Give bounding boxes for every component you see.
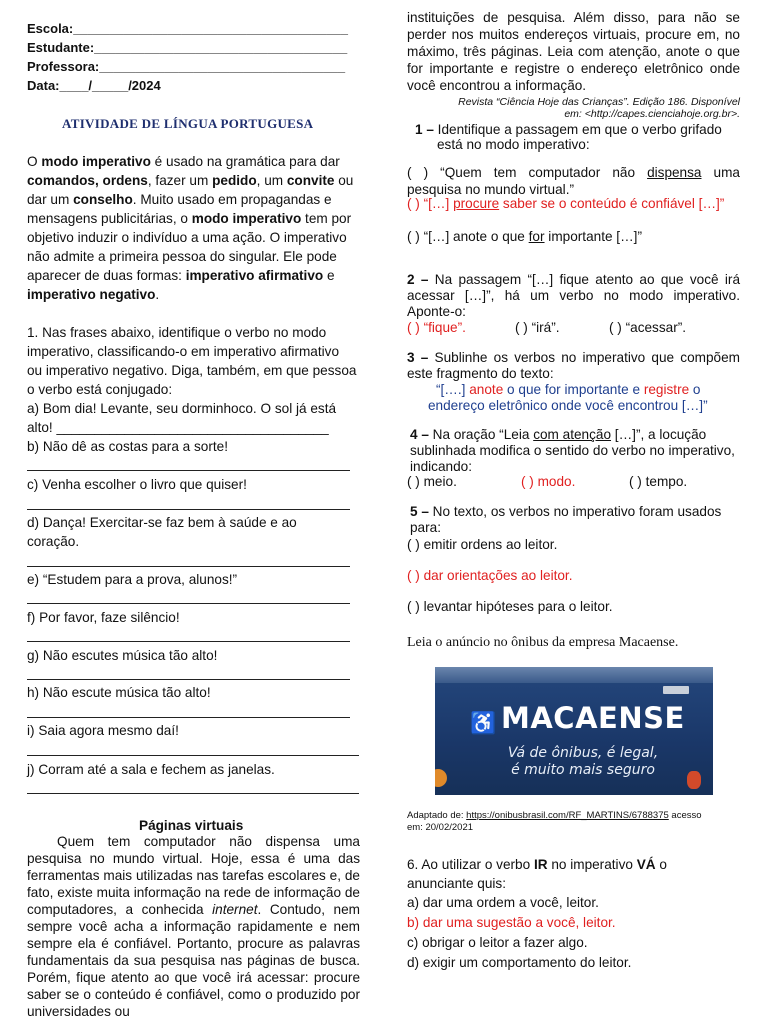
wheelchair-icon: ♿: [470, 712, 497, 735]
q6-option-d[interactable]: d) exigir um comportamento do leitor.: [407, 955, 632, 970]
q2-option-acessar[interactable]: ( ) “acessar”.: [609, 320, 687, 335]
intro-paragraph: O modo imperativo é usado na gramática para dar comandos, ordens, fazer um pedido, um convite ou dar um conselho. Muito usado em propagandas e mensagens publicitárias, o modo imperativo tem por objetivo induzir o indivíduo a uma ação. O imperativo não admite a primeira pessoa do singular. Ele pode aparecer de duas formas: imperativo afirmativo e imperativo negativo.: [27, 154, 354, 302]
verb-registre: registre: [643, 382, 690, 397]
q6-statement-2: anunciante quis:: [407, 876, 507, 891]
date-field[interactable]: Data:____/_____/2024: [27, 78, 161, 93]
q1-option-3[interactable]: ( ) “[…] anote o que for importante […]”: [407, 229, 642, 244]
answer-line-f[interactable]: [27, 641, 350, 642]
answer-line-c[interactable]: [27, 509, 350, 510]
q4-option-meio[interactable]: ( ) meio.: [407, 474, 457, 489]
adapted-date: em: 20/02/2021: [407, 822, 474, 833]
q2-option-fique-answer[interactable]: ( ) “fique”.: [407, 320, 466, 335]
verb-anote: anote: [469, 382, 504, 397]
q2-option-ira[interactable]: ( ) “irá”.: [515, 320, 560, 335]
q3-fragment-line2: endereço eletrônico onde você encontrou […]”: [428, 398, 708, 413]
item-c: c) Venha escolher o livro que quiser!: [27, 477, 247, 492]
answer-line-b[interactable]: [27, 470, 350, 471]
q1-option-1[interactable]: ( ) “Quem tem computador não dispensa uma pesquisa no mundo virtual.”: [407, 165, 740, 197]
bus-brand: MACAENSE: [501, 701, 685, 735]
item-i: i) Saia agora mesmo daí!: [27, 723, 179, 738]
q5-option-3[interactable]: ( ) levantar hipóteses para o leitor.: [407, 599, 613, 614]
adapted-source: Adaptado de: https://onibusbrasil.com/RF_MARTINS/6788375 acesso: [407, 810, 702, 821]
question-1-statement: 1. Nas frases abaixo, identifique o verbo no modo imperativo, classificando-o em imperativo afirmativo ou imperativo negativo. Diga, também, em que pessoa o verbo está conjugado:: [27, 325, 357, 397]
q5-option-2-answer[interactable]: ( ) dar orientações ao leitor.: [407, 568, 573, 583]
q3-statement: 3 – Sublinhe os verbos no imperativo que compõem este fragmento do texto:: [407, 350, 740, 381]
item-j: j) Corram até a sala e fechem as janelas.: [27, 762, 275, 777]
q2-statement: 2 – Na passagem “[…] fique atento ao que você irá acessar […]”, há um verbo no modo imperativo. Aponte-o:: [407, 272, 741, 319]
school-field[interactable]: Escola:______________________________________: [27, 21, 348, 36]
answer-line-i[interactable]: [27, 755, 359, 756]
item-a-line1: a) Bom dia! Levante, seu dorminhoco. O sol já está: [27, 401, 337, 416]
q6-statement: 6. Ao utilizar o verbo IR no imperativo VÁ o: [407, 857, 667, 872]
source-line1: Revista “Ciência Hoje das Crianças”. Edição 186. Disponível: [458, 96, 740, 108]
ad-intro: Leia o anúncio no ônibus da empresa Macaense.: [407, 635, 679, 650]
item-g: g) Não escutes música tão alto!: [27, 648, 218, 663]
bus-photo: [435, 667, 713, 795]
q5-option-1[interactable]: ( ) emitir ordens ao leitor.: [407, 537, 558, 552]
source-link[interactable]: https://onibusbrasil.com/RF_MARTINS/6788375: [466, 810, 669, 821]
item-a-line2[interactable]: alto! ____________________________________: [27, 420, 329, 435]
bus-number-plate: [663, 686, 689, 694]
answer-line-d[interactable]: [27, 566, 350, 567]
q1-right-statement: 1 – Identifique a passagem em que o verbo grifado: [415, 122, 722, 137]
answer-line-e[interactable]: [27, 603, 350, 604]
item-h: h) Não escute música tão alto!: [27, 685, 211, 700]
item-d-line1: d) Dança! Exercitar-se faz bem à saúde e ao: [27, 515, 297, 530]
bus-window: [435, 667, 713, 683]
item-e: e) “Estudem para a prova, alunos!”: [27, 572, 238, 587]
text-title: Páginas virtuais: [139, 818, 244, 833]
q5-statement: 5 – No texto, os verbos no imperativo foram usados para:: [410, 504, 722, 535]
text-body-left: Quem tem computador não dispensa uma pesquisa no mundo virtual. Hoje, essa é uma das ferramentas mais utilizadas nas tarefas escolares e, de fato, existe muita informação na rede de informação de computadores, a conhecida internet. Contudo, nem sempre você acha a informação rapidamente e nem sempre ela é confiável. Portanto, procure as palavras fundamentais da sua pesquisa nas páginas de busca. Porém, fique atento ao que você irá acessar: procure saber se o conteúdo é confiável, como o produzido por universidades ou: [27, 834, 360, 1019]
page-title: ATIVIDADE DE LÍNGUA PORTUGUESA: [62, 116, 314, 131]
answer-line-j[interactable]: [27, 793, 359, 794]
q6-option-c[interactable]: c) obrigar o leitor a fazer algo.: [407, 935, 588, 950]
answer-line-g[interactable]: [27, 679, 350, 680]
item-d-line2: coração.: [27, 534, 80, 549]
q4-option-tempo[interactable]: ( ) tempo.: [629, 474, 688, 489]
q4-statement: 4 – Na oração “Leia com atenção […]”, a locução sublinhada modifica o sentido do verbo no imperativo, indicando:: [410, 427, 735, 474]
item-b: b) Não dê as costas para a sorte!: [27, 439, 228, 454]
q1-option-2-answer[interactable]: ( ) “[…] procure saber se o conteúdo é confiável […]”: [407, 196, 725, 211]
q4-option-modo-answer[interactable]: ( ) modo.: [521, 474, 576, 489]
source-line2: em: <http://capes.cienciahoje.org.br>.: [564, 108, 740, 120]
bus-right-light: [687, 771, 701, 789]
bus-left-light: [435, 769, 447, 787]
q1-right-statement-2: está no modo imperativo:: [437, 137, 590, 152]
q3-fragment-line1: “[….] anote o que for importante e registre o: [436, 382, 701, 397]
item-f: f) Por favor, faze silêncio!: [27, 610, 180, 625]
answer-line-h[interactable]: [27, 717, 350, 718]
q6-option-b-answer[interactable]: b) dar uma sugestão a você, leitor.: [407, 915, 616, 930]
q6-option-a[interactable]: a) dar uma ordem a você, leitor.: [407, 895, 599, 910]
text-body-right: instituições de pesquisa. Além disso, para não se perder nos muitos endereços virtuais, procure em, no máximo, três páginas. Leia com atenção, anote o que for importante e registre o endereço eletrônico onde você encontrou a informação.: [407, 10, 740, 93]
student-field[interactable]: Estudante:___________________________________: [27, 40, 348, 55]
teacher-field[interactable]: Professora:__________________________________: [27, 59, 346, 74]
bus-slogan: Vá de ônibus, é legal, é muito mais seguro: [507, 745, 659, 778]
